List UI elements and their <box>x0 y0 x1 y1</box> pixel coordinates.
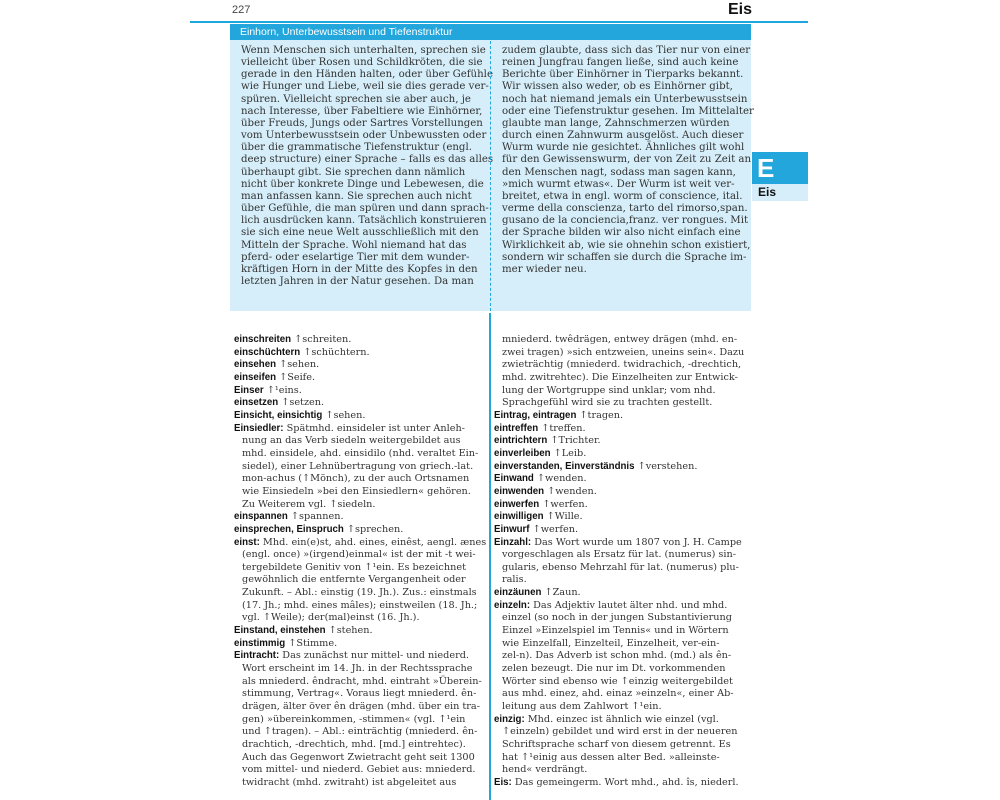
entry-text: ↑stehen. <box>325 625 373 637</box>
info-box-line: wie Hunger und Liebe, weil sie dies gerade ver- <box>241 81 489 93</box>
info-box-line: überhaupt gibt. Sie sprechen dann nämlich <box>241 166 466 178</box>
entry-headword: einwilligen <box>494 511 544 523</box>
entry-text: und ↑tragen). – Abl.: einträchtig (mniederd. ên- <box>242 726 478 738</box>
entry-text: mhd. zwitrehtec). Die Einzelheiten zur Entwick- <box>502 371 738 383</box>
entry-text: ↑spannen. <box>287 511 344 523</box>
entry-text: ↑schreiten. <box>291 334 352 345</box>
dictionary-entry <box>494 587 744 600</box>
info-box-line: Mitteln der Sprache. Wohl niemand hat das <box>241 239 467 251</box>
dictionary-entry <box>494 423 744 436</box>
entry-text: gularis, ebenso Mehrzahl für lat. (numerus) plu- <box>502 561 739 573</box>
info-box-line: nicht über konkrete Dinge und Lebewesen, die <box>241 178 484 190</box>
dictionary-entry-continuation <box>234 764 482 777</box>
info-box-line: gerade in den Händen halten, oder über Gefühle <box>241 69 493 81</box>
info-box-line: nach Interesse, über Fabeltiere wie Einhörner, <box>241 105 483 117</box>
dictionary-entry <box>234 638 482 651</box>
info-box-line: pferd- oder eselartige Tier mit dem wunder- <box>241 251 470 263</box>
entry-text: gen) »übereinkommen, -stimmen« (vgl. ↑¹ein <box>242 713 466 725</box>
dictionary-entry-continuation <box>494 612 744 625</box>
dictionary-entry-continuation <box>234 473 482 486</box>
dictionary-entry-continuation <box>234 461 482 474</box>
info-box-line: letzten Jahren in der Natur gesehen. Da man <box>241 275 474 287</box>
info-box-line: mer wieder neu. <box>502 263 587 275</box>
dictionary-entry-continuation <box>494 726 744 739</box>
entry-headword: einsetzen <box>234 397 279 409</box>
dictionary-entry <box>494 537 744 550</box>
dictionary-entry-continuation <box>494 347 744 360</box>
dictionary-column-left <box>234 334 487 790</box>
entry-text: mon-achus (↑Mönch), zu der auch Ortsnamen <box>242 473 470 485</box>
entry-text: ↑Leib. <box>550 447 587 459</box>
dictionary-entry-continuation <box>234 486 482 499</box>
entry-headword: Einsicht, einsichtig <box>234 409 323 421</box>
dictionary-entry <box>234 524 482 537</box>
info-box-line: zudem glaubte, dass sich das Tier nur von einer <box>502 45 751 56</box>
entry-headword: Einstand, einstehen <box>234 625 326 637</box>
entry-headword: einzäunen <box>494 587 542 599</box>
entry-text: Wort erscheint im 14. Jh. in der Rechtssprache <box>242 663 473 675</box>
entry-text: wie Einsiedeln »bei den Einsiedlern« gehören. <box>242 485 471 497</box>
dictionary-entry-continuation <box>234 688 482 701</box>
dictionary-entry <box>234 334 482 347</box>
dictionary-entry <box>234 372 482 385</box>
entry-headword: eintreffen <box>494 422 539 434</box>
dictionary-entry-continuation <box>494 676 744 689</box>
dictionary-entry-continuation <box>494 334 744 347</box>
entry-text: drägen, älter över ên drägen (mhd. über ein tra- <box>242 701 480 713</box>
entry-text: als mniederd. êndracht, mhd. eintraht »Überein- <box>242 675 482 687</box>
dictionary-entry <box>234 397 482 410</box>
info-box-line: kräftigen Horn in der Mitte des Kopfes in den <box>241 263 478 275</box>
entry-text: siedel), einer Lehnübertragung von griech.-lat. <box>242 460 474 472</box>
entry-text: Schriftsprache scharf von diesem getrennt. Es <box>502 739 731 750</box>
dictionary-entry-continuation <box>494 650 744 663</box>
entry-headword: einschüchtern <box>234 346 301 358</box>
entry-headword: einverstanden, Einverständnis <box>494 460 635 472</box>
info-box-line: noch hat niemand jemals ein Unterbewusstsein <box>502 93 748 105</box>
entry-text: ↑tragen. <box>576 409 624 421</box>
entry-text: ↑werfen. <box>529 523 579 535</box>
dictionary-entry <box>494 486 744 499</box>
header-rule <box>190 21 808 23</box>
entry-headword: Einzahl: <box>494 536 532 548</box>
dictionary-entry-continuation <box>494 372 744 385</box>
dictionary-entry <box>494 473 744 486</box>
info-box-line: »mich wurmt etwas«. Der Wurm ist weit ver- <box>502 178 735 190</box>
entry-text: ↑wenden. <box>533 473 587 485</box>
entry-text: ↑Zaun. <box>541 587 581 599</box>
entry-text: ↑Seife. <box>276 371 316 383</box>
entry-text: (engl. once) »(irgend)einmal« ist der mit -t wei- <box>242 549 476 561</box>
dictionary-entry-continuation <box>494 359 744 372</box>
page-number: 227 <box>232 4 251 16</box>
dictionary-entry-continuation <box>234 448 482 461</box>
info-box-line: über die grammatische Tiefenstruktur (engl. <box>241 142 472 154</box>
entry-headword: einwenden <box>494 485 545 497</box>
dictionary-entry-continuation <box>494 638 744 651</box>
dictionary-entry-continuation <box>494 739 744 752</box>
info-box-line: lich ausdrücken kann. Tatsächlich konstruieren <box>241 215 487 227</box>
entry-headword: einspannen <box>234 511 288 523</box>
dictionary-entry-continuation <box>234 499 482 512</box>
dictionary-entry-continuation <box>494 701 744 714</box>
dictionary-entry-continuation <box>234 435 482 448</box>
entry-headword: Einser <box>234 384 264 396</box>
info-box-line: über Gefühle, die man spüren und dann sprach- <box>241 203 489 215</box>
dictionary-entry <box>494 714 744 727</box>
letter-tab-word: Eis <box>758 185 777 199</box>
entry-text: tergebildete Genitiv von ↑¹ein. Es bezeichnet <box>242 561 466 573</box>
entry-text: nung an das Verb siedeln weitergebildet aus <box>242 435 461 447</box>
entry-text: zelen bezeugt. Die nur im Dt. vorkommenden <box>502 663 726 675</box>
dictionary-entry-continuation <box>494 385 744 398</box>
dictionary-entry <box>234 423 482 436</box>
entry-text: hat ↑¹einig aus dessen alter Bed. »alleinste- <box>502 751 720 763</box>
entry-text: zwei tragen) »sich entzweien, uneins sein«. Dazu <box>502 346 745 358</box>
entry-text: vom mittel- und niederd. Gebiet aus: mniederd. <box>242 764 476 776</box>
entry-text: (17. Jh.; mhd. eines mâles); einstweilen (18. Jh.; <box>242 599 478 611</box>
info-box-right-column <box>502 45 754 276</box>
entry-headword: einverleiben <box>494 447 551 459</box>
entry-text: zwieträchtig (mniederd. twidrachich, -drechtich, <box>502 359 742 371</box>
entry-text: einzel (so noch in der jungen Substantivierung <box>502 612 732 624</box>
entry-headword: einzeln: <box>494 599 531 611</box>
info-box-line: sondern wir schaffen sie durch die Sprache im- <box>502 251 747 263</box>
entry-text: Zu Weiterem vgl. ↑siedeln. <box>242 498 376 510</box>
dictionary-entry <box>234 385 482 398</box>
info-box-line: sie sich eine neue Welt ausschließlich mit den <box>241 227 479 239</box>
entry-text: Das Wort wurde um 1807 von J. H. Campe <box>531 536 742 548</box>
info-box-line: oder eine Tiefenstruktur gesehen. Im Mittelalter <box>502 105 754 117</box>
entry-text: aus mhd. einez, ahd. einaz »einzeln«, einer Ab- <box>502 688 734 700</box>
letter-tab <box>752 152 808 184</box>
dictionary-entry-continuation <box>234 574 482 587</box>
dictionary-entry <box>234 359 482 372</box>
entry-text: Das zunächst nur mittel- und niederd. <box>279 650 469 662</box>
info-box-line: vom Unterbewusstsein oder Unbewussten oder <box>241 130 487 142</box>
info-box-line: gusano de la conciencia,franz. ver rongues. Mit <box>502 215 749 227</box>
info-box-line: Wirklichkeit ab, wie sie ohnehin schon existiert, <box>502 239 751 251</box>
entry-text: Zukunft. – Abl.: einstig (19. Jh.). Zus.: einstmals <box>242 587 477 599</box>
dictionary-entry <box>494 524 744 537</box>
info-box-left-column <box>241 45 494 288</box>
entry-text: leitung aus dem Zahlwort ↑¹ein. <box>502 701 662 713</box>
entry-text: ↑schüchtern. <box>300 346 370 358</box>
dictionary-entry-continuation <box>494 752 744 765</box>
dictionary-entry-continuation <box>234 739 482 752</box>
info-box-line: man anfassen kann. Sie sprechen auch nicht <box>241 190 472 202</box>
info-box-line: breitet, etwa in engl. worm of conscience, ital. <box>502 190 743 202</box>
entry-text: mhd. einsidele, ahd. einsidilo (nhd. veraltet Ein- <box>242 447 479 459</box>
entry-headword: Eis: <box>494 776 512 788</box>
entry-headword: einstimmig <box>234 637 286 649</box>
entry-text: mniederd. twêdrägen, entwey drägen (mhd. en- <box>502 334 738 345</box>
dictionary-entry-continuation <box>234 714 482 727</box>
dictionary-entry <box>494 777 744 790</box>
dictionary-entry-continuation <box>234 777 482 790</box>
dictionary-entry-continuation <box>234 549 482 562</box>
entry-text: ↑sprechen. <box>343 523 404 535</box>
dictionary-entry-continuation <box>494 688 744 701</box>
dictionary-entry <box>494 461 744 474</box>
entry-text: ↑¹eins. <box>263 384 302 396</box>
entry-text: ↑einzeln) gebildet und wird erst in der neueren <box>502 726 738 738</box>
entry-text: twidracht (mhd. zwitraht) ist abgeleitet aus <box>242 776 457 788</box>
dictionary-entry <box>494 410 744 423</box>
dictionary-entry <box>494 499 744 512</box>
dictionary-entry <box>494 600 744 613</box>
entry-text: Einzel »Einzelspiel im Tennis« und in Wörtern <box>502 625 729 637</box>
info-box-line: Berichte über Einhörner in Tierparks bekannt. <box>502 69 744 81</box>
letter-tab-word-box <box>752 184 808 201</box>
dictionary-column-right <box>494 334 744 790</box>
info-box-line: spüren. Vielleicht sprechen sie aber auch, je <box>241 93 471 105</box>
entry-text: ↑setzen. <box>278 397 325 409</box>
entry-text: ↑verstehen. <box>634 460 698 472</box>
entry-text: ↑Trichter. <box>547 435 601 447</box>
dictionary-entry-continuation <box>234 600 482 613</box>
dictionary-entry-continuation <box>234 562 482 575</box>
entry-text: ↑sehen. <box>322 409 366 421</box>
dictionary-entry-continuation <box>234 752 482 765</box>
info-box-line: vielleicht über Rosen und Schildkröten, die sie <box>241 57 483 69</box>
entry-headword: einsprechen, Einspruch <box>234 523 344 535</box>
running-head-word: Eis <box>727 1 752 18</box>
info-box-line: der Sprache bilden wir also nicht einfach eine <box>502 227 741 239</box>
info-box-line: durch einen Zahnwurm ausgelöst. Auch dieser <box>502 130 744 142</box>
entry-headword: Eintracht: <box>234 650 280 662</box>
entry-headword: Einwand <box>494 473 534 485</box>
info-box-line: über Freuds, Jungs oder Sartres Vorstellungen <box>241 117 483 129</box>
entry-text: ↑Wille. <box>543 511 583 523</box>
entry-text: Wörter sind ebenso wie ↑einzig weitergebildet <box>502 675 733 687</box>
entry-text: ralis. <box>502 574 527 586</box>
entry-text: wie Einzelfall, Einzelteil, Einzelheit, ver-ein- <box>502 637 720 649</box>
dictionary-entry <box>494 435 744 448</box>
dictionary-entry-continuation <box>494 562 744 575</box>
dictionary-entry <box>234 347 482 360</box>
dictionary-entry-continuation <box>234 612 482 625</box>
entry-text: Spätmhd. einsideler ist unter Anleh- <box>283 422 465 434</box>
dictionary-entry-continuation <box>234 726 482 739</box>
letter-tab-letter: E <box>757 153 775 183</box>
dictionary-entry <box>234 650 482 663</box>
info-box-line: glaubte man lange, Zahnschmerzen würden <box>502 117 730 129</box>
entry-text: ↑Stimme. <box>285 637 338 649</box>
entry-text: vgl. ↑Weile); der(mal)einst (16. Jh.). <box>242 612 420 624</box>
entry-headword: Einwurf <box>494 523 530 535</box>
entry-headword: einst: <box>234 536 260 548</box>
info-box-divider <box>490 41 491 311</box>
info-box-line: Wenn Menschen sich unterhalten, sprechen sie <box>241 45 486 56</box>
info-box-line: verme della conscienza, tarto del rimorso,span. <box>502 203 748 215</box>
entry-text: Mhd. ein(e)st, ahd. eines, einêst, aengl. ænes <box>259 536 487 548</box>
entry-text: Auch das Gegenwort Zwietracht geht seit 1300 <box>242 751 475 763</box>
dictionary-entry-continuation <box>234 587 482 600</box>
entry-text: zel-n). Das Adverb ist schon mhd. (md.) als ên- <box>502 650 732 662</box>
entry-headword: Eintrag, eintragen <box>494 409 577 421</box>
entry-text: ↑sehen. <box>276 359 320 371</box>
dictionary-entry-continuation <box>494 764 744 777</box>
dictionary-entry-continuation <box>234 701 482 714</box>
entry-text: drachtich, -drechtich, mhd. [md.] eintrehtec). <box>242 739 466 750</box>
info-box <box>230 24 754 311</box>
dictionary-entry-continuation <box>494 549 744 562</box>
entry-text: ↑werfen. <box>539 498 588 510</box>
entry-text: vorgeschlagen als Ersatz für lat. (numerus) sin- <box>502 549 737 561</box>
column-divider <box>489 313 491 800</box>
entry-text: Mhd. einzec ist ähnlich wie einzel (vgl. <box>524 713 719 725</box>
entry-headword: einwerfen <box>494 498 540 510</box>
info-box-line: reinen Jungfrau fangen ließe, sind auch keine <box>502 57 739 69</box>
entry-text: Das Adjektiv lautet älter nhd. und mhd. <box>530 599 728 611</box>
dictionary-entry-continuation <box>494 625 744 638</box>
entry-text: ↑treffen. <box>538 422 586 434</box>
info-box-line: deep structure) einer Sprache – falls es das alles <box>241 154 494 166</box>
dictionary-entry <box>234 536 487 550</box>
info-box-title: Einhorn, Unterbewusstsein und Tiefenstruktur <box>230 24 751 40</box>
entry-text: Sprachgefühl wird sie zu trachten gestellt. <box>502 397 713 409</box>
dictionary-entry <box>234 511 482 524</box>
info-box-line: Wurm wurde nie gesichtet. Ähnliches gilt wohl <box>502 142 745 154</box>
entry-headword: einschreiten <box>234 334 292 345</box>
dictionary-entry-continuation <box>494 574 744 587</box>
entry-headword: eintrichtern <box>494 435 548 447</box>
dictionary-entry <box>234 410 482 423</box>
dictionary-entry-continuation <box>494 397 744 410</box>
entry-text: ↑wenden. <box>544 485 597 497</box>
info-box-line: für den Gewissenswurm, der von Zeit zu Zeit an <box>502 154 752 166</box>
entry-text: Das gemeingerm. Wort mhd., ahd. îs, niederl. <box>511 776 739 788</box>
dictionary-entry-continuation <box>494 663 744 676</box>
info-box-line: den Menschen nagt, sodass man sagen kann, <box>502 166 736 178</box>
dictionary-entry <box>494 511 744 524</box>
entry-text: stimmung, Vertrag«. Voraus liegt mniederd. ên- <box>242 688 477 700</box>
dictionary-entry-continuation <box>234 663 482 676</box>
dictionary-entry-continuation <box>234 676 482 689</box>
dictionary-entry <box>494 448 744 461</box>
entry-headword: einzig: <box>494 713 525 725</box>
entry-headword: Einsiedler: <box>234 422 284 434</box>
entry-text: gewöhnlich die entfernte Vergangenheit oder <box>242 574 466 586</box>
dictionary-entry <box>234 625 482 638</box>
entry-headword: einseifen <box>234 371 276 383</box>
entry-text: lung der Wortgruppe sind unklar; vom nhd. <box>502 384 716 396</box>
info-box-line: Wir wissen also weder, ob es Einhörner gibt, <box>502 81 733 93</box>
entry-headword: einsehen <box>234 359 276 371</box>
entry-text: hend« verdrängt. <box>502 764 588 776</box>
